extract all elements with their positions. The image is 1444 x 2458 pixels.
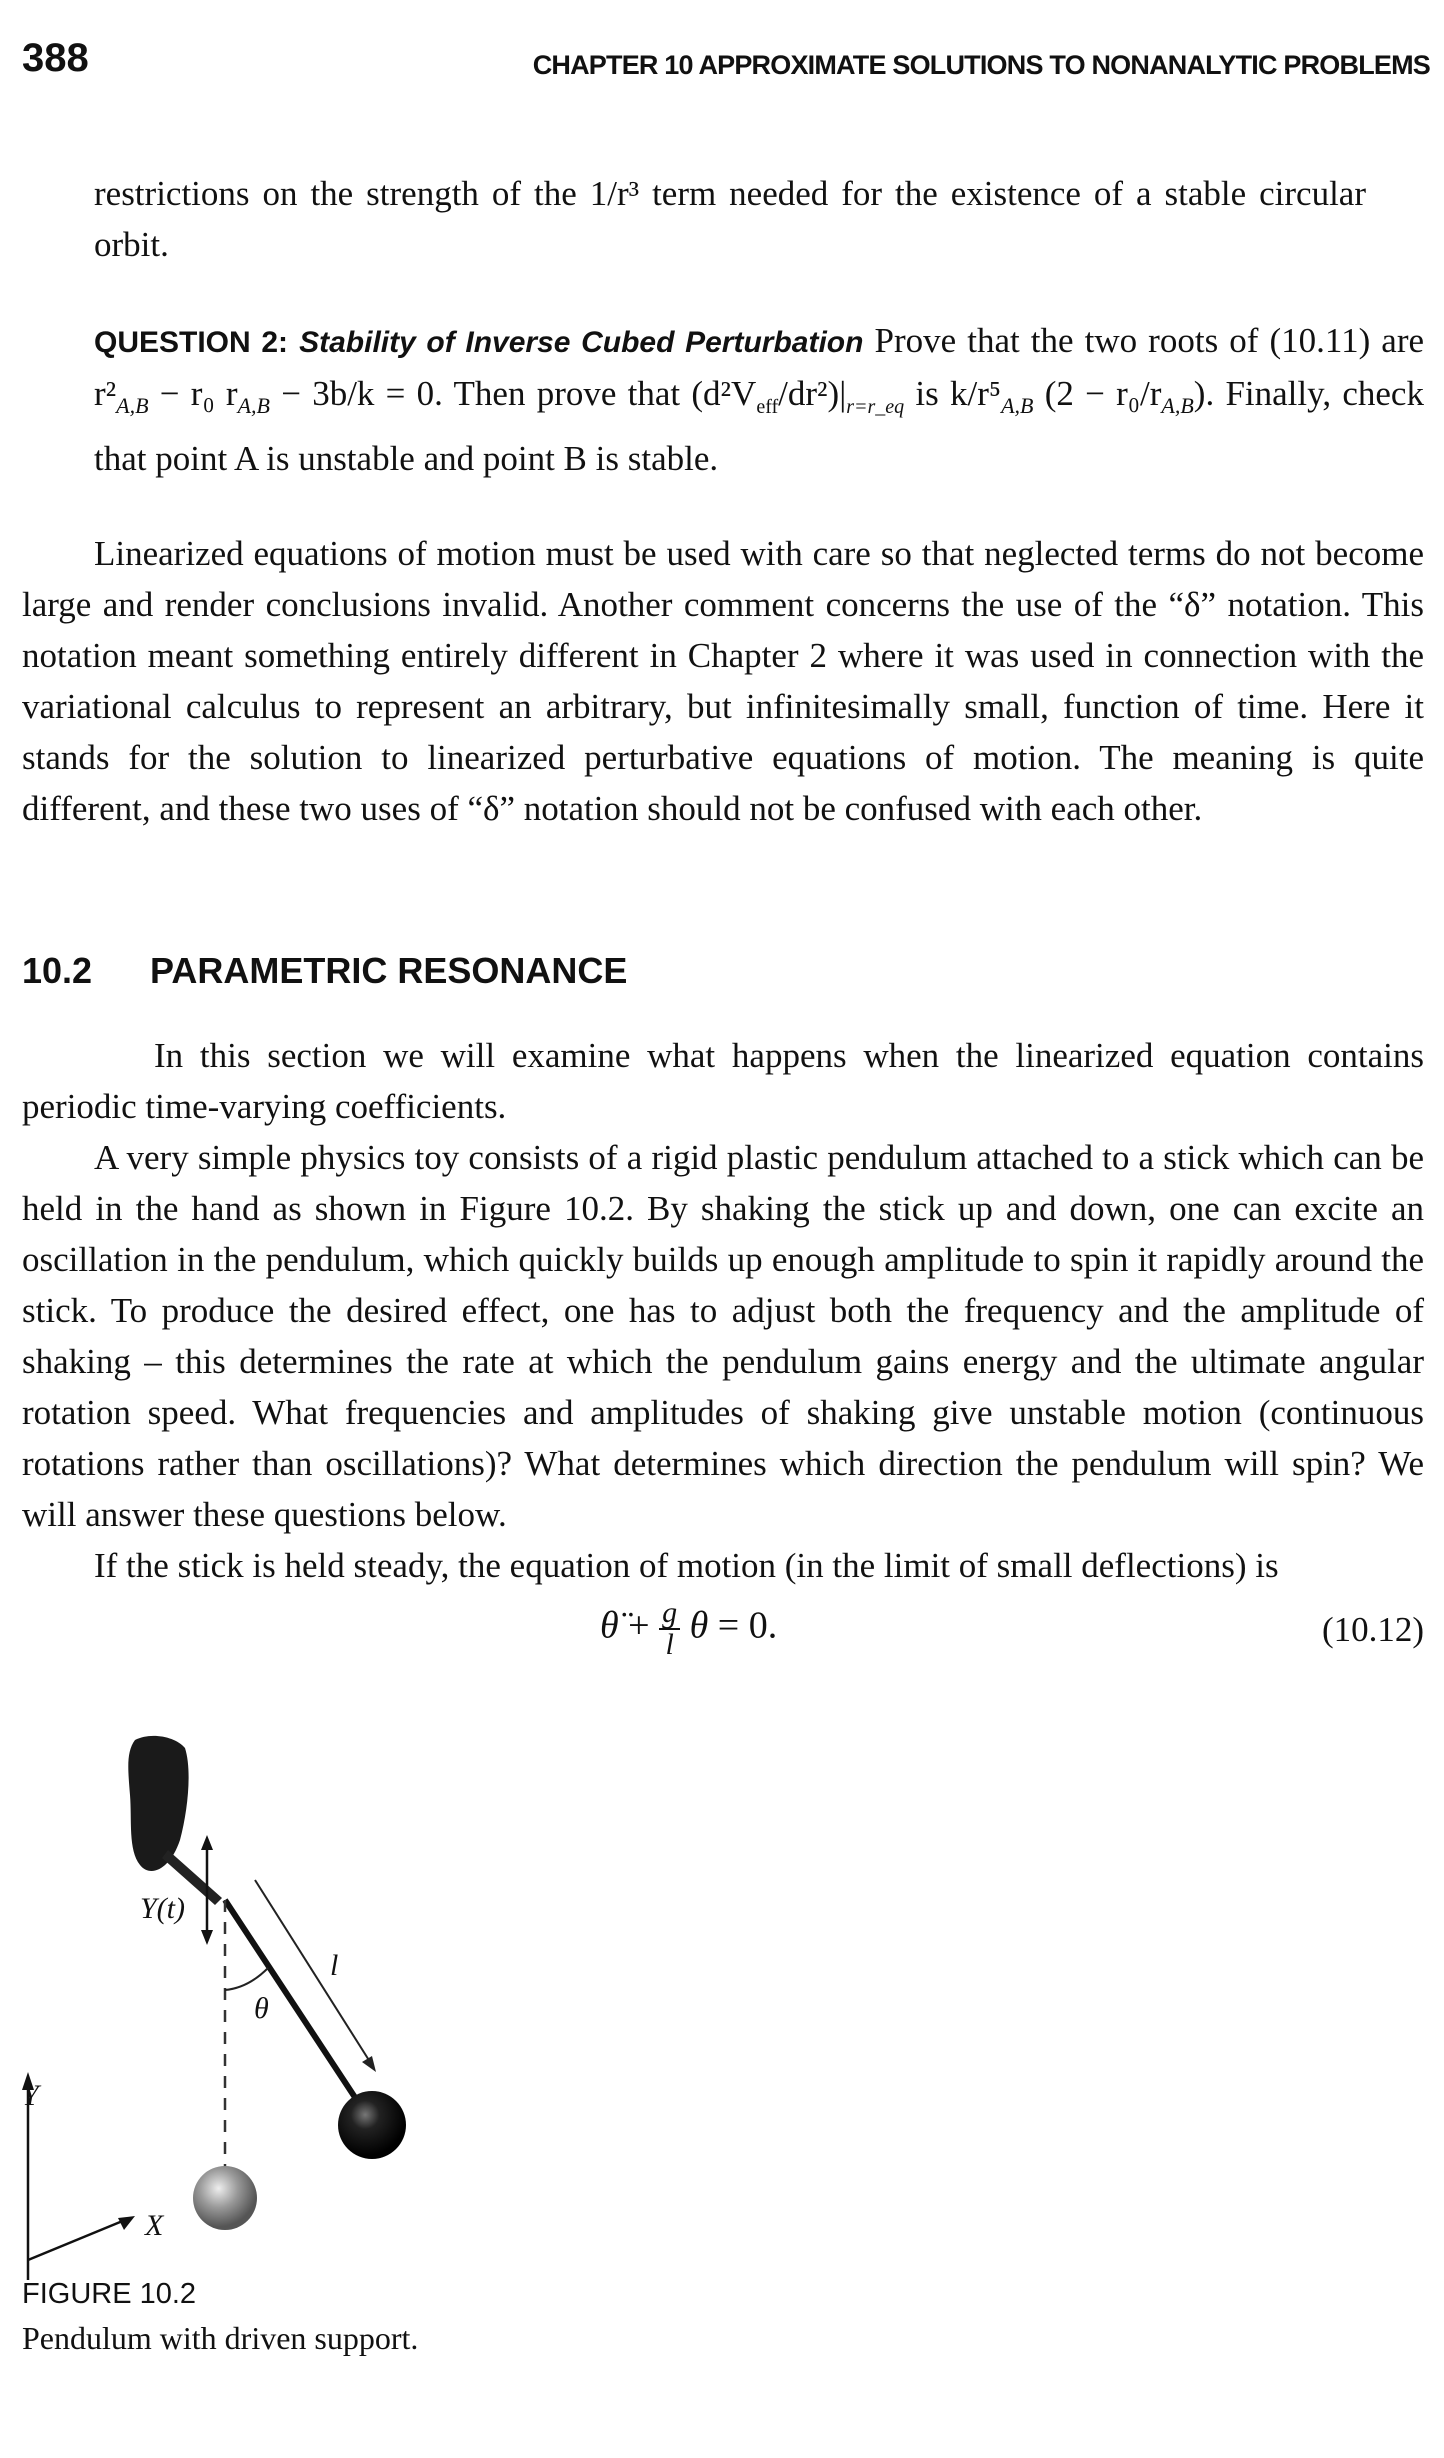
sub-ab-3: A,B: [1001, 393, 1034, 418]
eq-rhs: = 0.: [717, 1604, 778, 1647]
equation-number: (10.12): [1321, 1610, 1424, 1649]
rest-bob: [193, 2166, 257, 2230]
pendulum-figure: [0, 1700, 460, 2280]
paragraph-steady-stick: If the stick is held steady, the equation of motion (in the limit of small deflections) is: [94, 1546, 1279, 1585]
label-Yt: Y(t): [140, 1892, 185, 1925]
label-l: l: [330, 1949, 339, 1982]
question-text-g: ). Finally, check that point A is unstable and point B is stable.: [94, 374, 1424, 478]
paragraph-linearized-caution: Linearized equations of motion must be used with care so that neglected terms do not become large and render conclusions invalid. Another comment concerns the use of the “δ” notation. This notation meant something entirely different in Chapter 2 where it was used in connection with the variational calculus to represent an arbitrary, but infinitesimally small, function of time. Here it stands for the solution to linearized perturbative equations of motion. The meaning is quite different, and these two uses of “δ” notation should not be confused with each other.: [22, 534, 1424, 828]
sub-ab-1: A,B: [116, 393, 149, 418]
question-label: QUESTION 2:: [94, 326, 289, 359]
paragraph-section-intro: In this section we will examine what happens when the linearized equation contains periodic time-varying coefficients.: [22, 1036, 1424, 1126]
paragraph-orbit-restrictions: restrictions on the strength of the 1/r³ term needed for the existence of a stable circular orbit.: [94, 174, 1366, 264]
figure-caption: Pendulum with driven support.: [22, 2320, 419, 2356]
section-heading: [22, 950, 627, 992]
question-text-a: Prove that the two roots of (10.11) are r²: [94, 321, 1425, 413]
sub-ab-2: A,B: [237, 393, 270, 418]
eq-theta-ddot: θ̈: [600, 1604, 619, 1647]
eq-plus: +: [628, 1604, 650, 1647]
label-theta: θ: [254, 1992, 269, 2025]
question-title: Stability of Inverse Cubed Perturbation: [299, 326, 864, 359]
theta-arc: [225, 1968, 268, 1990]
length-arrow-head: [362, 2056, 376, 2072]
equation-10-12: [600, 1598, 777, 1660]
figure-number: FIGURE 10.2: [22, 2278, 197, 2310]
sub-req: r=r_eq: [846, 396, 905, 418]
swung-bob: [338, 2091, 406, 2159]
label-X: X: [145, 2209, 164, 2242]
question-2: [94, 315, 1424, 484]
eq-g: g: [659, 1598, 680, 1630]
question-text-d: /dr²)|: [778, 374, 847, 413]
label-Y: Y: [22, 2079, 39, 2112]
question-text-c: − 3b/k = 0. Then prove that (d²V: [269, 374, 757, 413]
x-axis-arrow: [118, 2216, 135, 2230]
running-head: CHAPTER 10 APPROXIMATE SOLUTIONS TO NONANALYTIC PROBLEMS: [532, 50, 1430, 80]
question-text-f: (2 − r₀/r: [1033, 374, 1162, 413]
question-text-e: is k/r⁵: [904, 374, 1002, 413]
sub-eff: eff: [756, 396, 779, 418]
pendulum-rod: [225, 1900, 360, 2105]
paragraph-physics-toy: A very simple physics toy consists of a rigid plastic pendulum attached to a stick which can be held in the hand as shown in Figure 10.2. By shaking the stick up and down, one can excite an oscillation in the pendulum, which quickly builds up enough amplitude to spin it rapidly around the stick. To produce the desired effect, one has to adjust both the frequency and the amplitude of shaking – this determines the rate at which the pendulum gains energy and the ultimate angular rotation speed. What frequencies and amplitudes of shaking give unstable motion (continuous rotations rather than oscillations)? What determines which direction the pendulum will spin? We will answer these questions below.: [22, 1138, 1424, 1534]
eq-fraction: [659, 1598, 680, 1660]
question-text-b: − r₀ r: [148, 374, 238, 413]
eq-theta: θ: [689, 1604, 709, 1647]
section-number: 10.2: [22, 950, 93, 991]
page-number: 388: [22, 36, 89, 80]
arrow-head-up: [201, 1835, 213, 1850]
hand-shape: [128, 1736, 188, 1871]
sub-ab-4: A,B: [1161, 393, 1194, 418]
arrow-head-down: [201, 1930, 213, 1945]
eq-l: l: [665, 1628, 674, 1661]
section-title: PARAMETRIC RESONANCE: [150, 950, 628, 991]
x-axis: [28, 2220, 125, 2260]
